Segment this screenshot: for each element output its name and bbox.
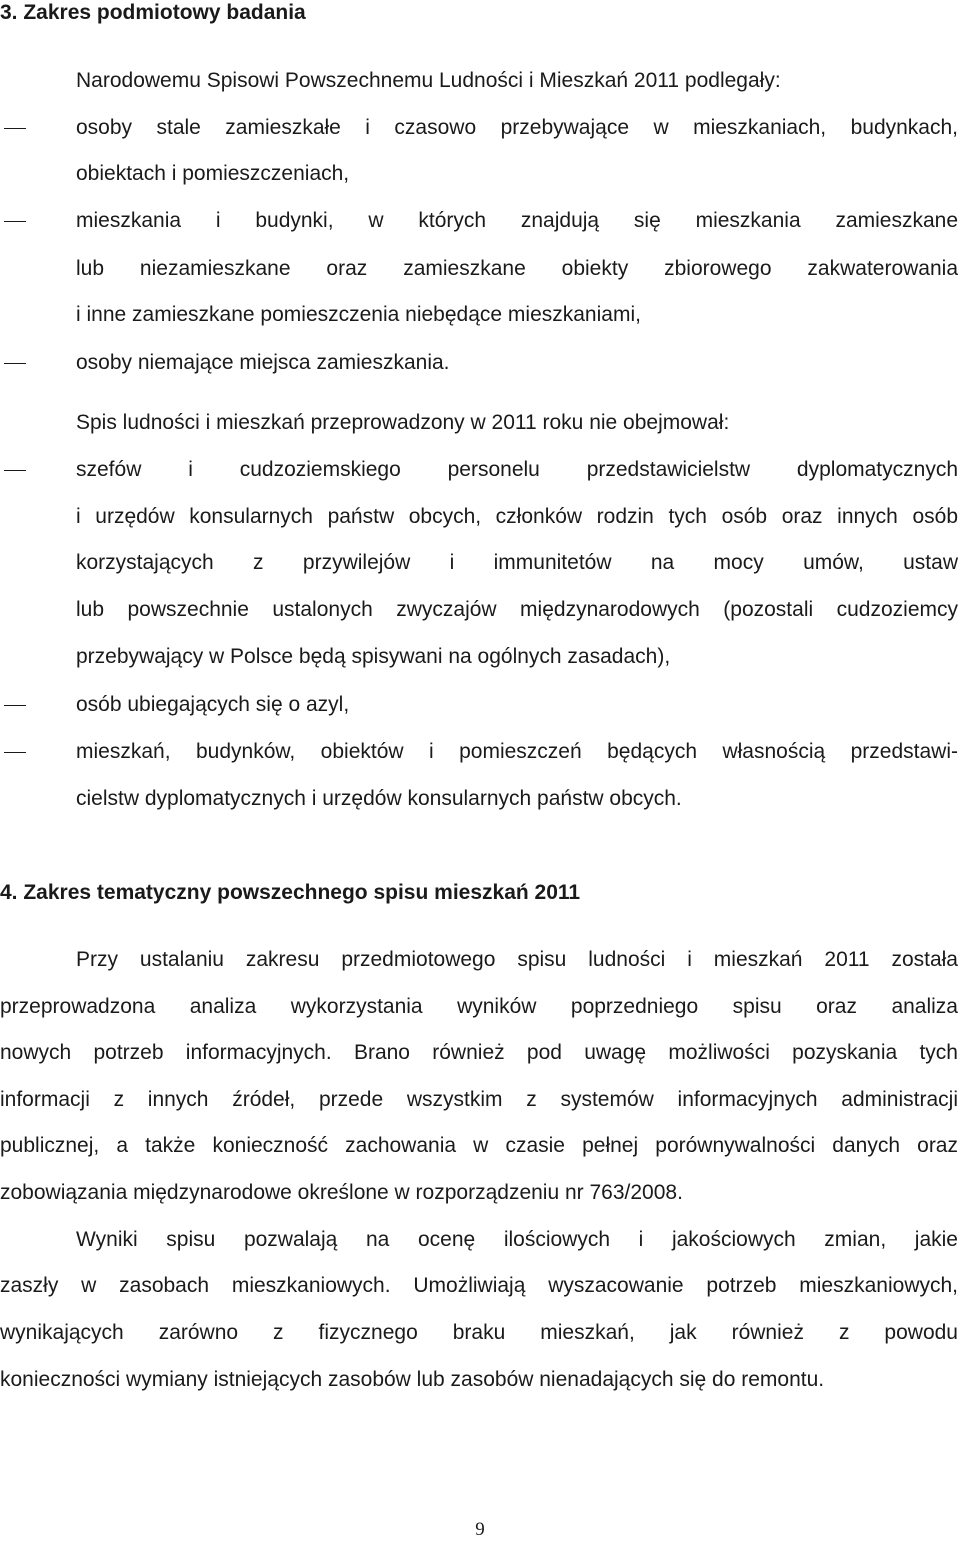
dash-bullet-icon xyxy=(4,221,26,222)
paragraph-line: zobowiązania międzynarodowe określone w rozporządzeniu nr 763/2008. xyxy=(0,1181,683,1204)
dash-bullet-icon xyxy=(4,363,26,364)
dash-bullet-icon xyxy=(4,752,26,753)
list-item-line: cielstw dyplomatycznych i urzędów konsularnych państw obcych. xyxy=(76,787,682,810)
list-item-line: lub powszechnie ustalonych zwyczajów międzynarodowych (pozostali cudzoziemcy xyxy=(76,598,958,621)
paragraph-line: zaszły w zasobach mieszkaniowych. Umożliwiają wyszacowanie potrzeb mieszkaniowych, xyxy=(0,1274,958,1297)
list-item-line: obiektach i pomieszczeniach, xyxy=(76,162,350,185)
paragraph-line: Wyniki spisu pozwalają na ocenę ilościowych i jakościowych zmian, jakie xyxy=(76,1228,958,1251)
paragraph-line: Przy ustalaniu zakresu przedmiotowego spisu ludności i mieszkań 2011 została xyxy=(76,948,958,971)
paragraph-line: wynikających zarówno z fizycznego braku mieszkań, jak również z powodu xyxy=(0,1321,958,1344)
paragraph-line: nowych potrzeb informacyjnych. Brano również pod uwagę możliwości pozyskania tych xyxy=(0,1041,958,1064)
paragraph-line: publicznej, a także konieczność zachowania w czasie pełnej porównywalności danych oraz xyxy=(0,1134,958,1157)
dash-bullet-icon xyxy=(4,128,26,129)
dash-bullet-icon xyxy=(4,705,26,706)
paragraph-line: informacji z innych źródeł, przede wszystkim z systemów informacyjnych administracji xyxy=(0,1088,958,1111)
list-item-line: osób ubiegających się o azyl, xyxy=(76,693,350,716)
list-item-line: korzystających z przywilejów i immunitetów na mocy umów, ustaw xyxy=(76,551,958,574)
page-number: 9 xyxy=(475,1519,485,1540)
section-3-heading: 3. Zakres podmiotowy badania xyxy=(0,1,306,24)
section-4-heading: 4. Zakres tematyczny powszechnego spisu mieszkań 2011 xyxy=(0,881,581,904)
list-item-line: i urzędów konsularnych państw obcych, członków rodzin tych osób oraz innych osób xyxy=(76,505,958,528)
dash-bullet-icon xyxy=(4,470,26,471)
section-3-intro-2: Spis ludności i mieszkań przeprowadzony w 2011 roku nie obejmował: xyxy=(76,411,730,434)
list-item-line: mieszkań, budynków, obiektów i pomieszczeń będących własnością przedstawi- xyxy=(76,740,958,763)
list-item-line: szefów i cudzoziemskiego personelu przedstawicielstw dyplomatycznych xyxy=(76,458,958,481)
list-item-line: i inne zamieszkane pomieszczenia niebędące mieszkaniami, xyxy=(76,303,641,326)
list-item-line: lub niezamieszkane oraz zamieszkane obiekty zbiorowego zakwaterowania xyxy=(76,257,958,280)
list-item-line: osoby niemające miejsca zamieszkania. xyxy=(76,351,450,374)
list-item-line: osoby stale zamieszkałe i czasowo przebywające w mieszkaniach, budynkach, xyxy=(76,116,958,139)
list-item-line: mieszkania i budynki, w których znajdują się mieszkania zamieszkane xyxy=(76,209,958,232)
paragraph-line: konieczności wymiany istniejących zasobów lub zasobów nienadających się do remontu. xyxy=(0,1368,825,1391)
list-item-line: przebywający w Polsce będą spisywani na ogólnych zasadach), xyxy=(76,645,671,668)
paragraph-line: przeprowadzona analiza wykorzystania wyników poprzedniego spisu oraz analiza xyxy=(0,995,958,1018)
section-3-intro: Narodowemu Spisowi Powszechnemu Ludności i Mieszkań 2011 podlegały: xyxy=(76,69,781,92)
